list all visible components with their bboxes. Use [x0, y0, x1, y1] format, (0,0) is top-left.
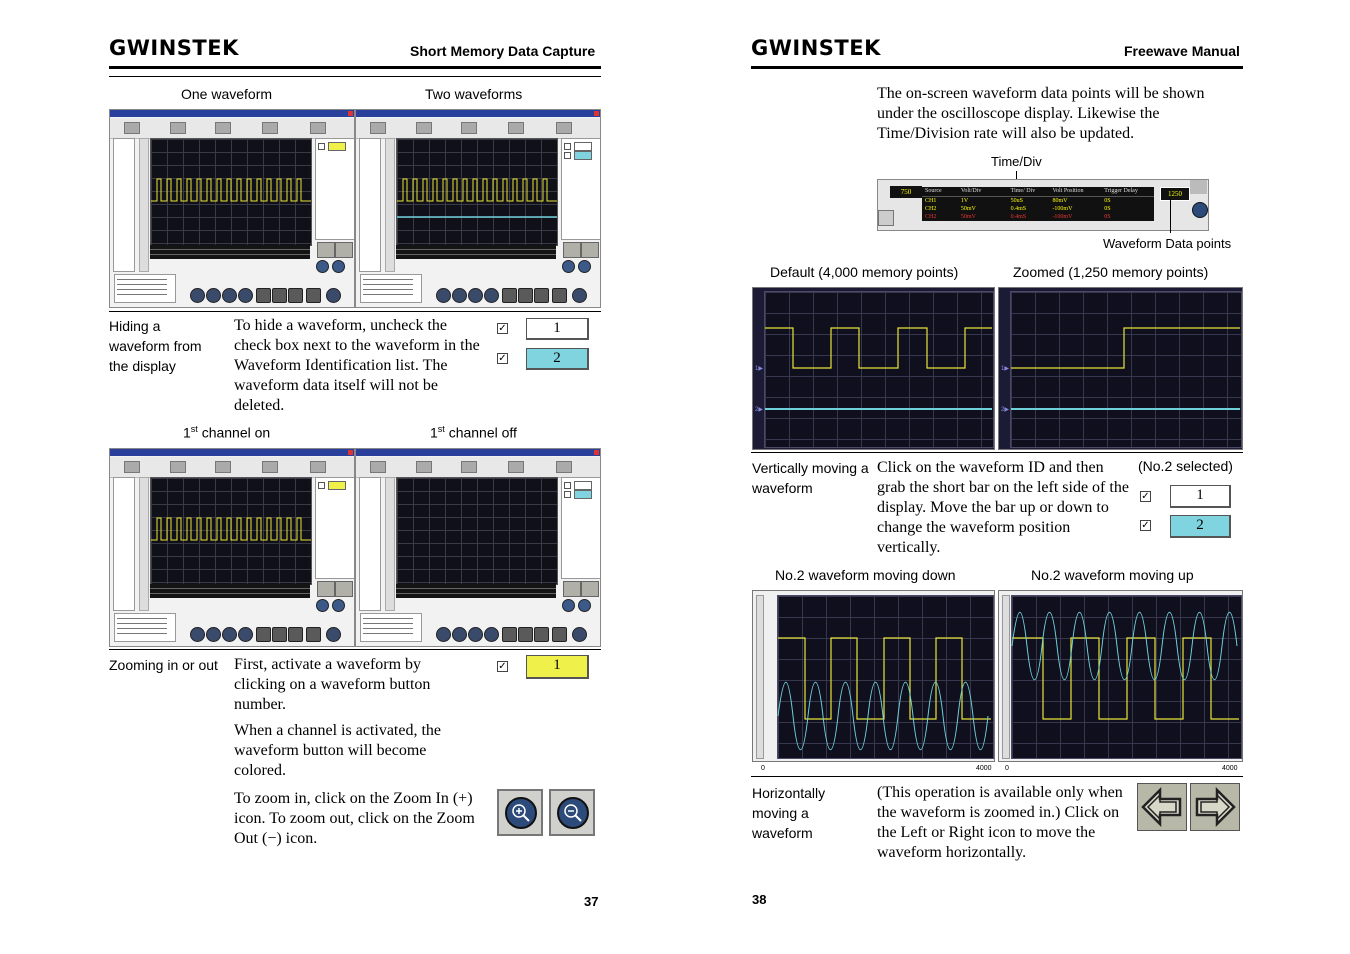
arrow-left-icon	[1138, 784, 1186, 830]
th-timediv: Time/ Div	[1010, 188, 1036, 194]
hiding-text: To hide a waveform, uncheck the check box next to the waveform in the Waveform Identification list. The waveform data itself will not be deleted.	[234, 317, 480, 414]
th-voltdiv: Volt/Div	[960, 188, 982, 194]
points-box: 750	[890, 186, 922, 198]
waveform-button-1[interactable]: 1	[1170, 485, 1231, 508]
caption-default: Default (4,000 memory points)	[770, 264, 959, 280]
header-rule-thin	[109, 76, 601, 77]
ch2-marker: 2▶	[1001, 407, 1009, 413]
screenshot-two-waveforms	[355, 109, 601, 308]
waveform-button-2[interactable]: 2	[1170, 515, 1231, 538]
axis-start-left: 0	[761, 765, 765, 772]
zooming-label: Zooming in or out	[109, 657, 218, 673]
caption-zoomed: Zoomed (1,250 memory points)	[1013, 264, 1209, 280]
callout-line-points	[1170, 199, 1171, 233]
zooming-text-3: To zoom in, click on the Zoom In (+) icon. To zoom out, click on the Zoom Out (−) icon.	[234, 790, 475, 847]
caption-moving-down: No.2 waveform moving down	[775, 567, 956, 583]
axis-start-right: 0	[1005, 765, 1009, 772]
zooming-text-1: First, activate a waveform by clicking on a waveform button number.	[234, 656, 431, 713]
move-left-button[interactable]	[1137, 783, 1187, 831]
caption-channel-on: 1st channel on	[183, 424, 271, 441]
cell: -100mV	[1052, 214, 1073, 220]
zoom-in-icon	[505, 797, 537, 829]
info-table	[922, 187, 1154, 221]
move-right-button[interactable]	[1190, 783, 1240, 831]
caption-moving-up: No.2 waveform moving up	[1031, 567, 1194, 583]
page-number-right: 38	[752, 892, 767, 907]
cell: 0.4mS	[1010, 206, 1027, 212]
hiding-label: Hiding a waveform from the display	[109, 318, 202, 374]
page-header-title-right: Freewave Manual	[1124, 43, 1240, 59]
cell: 0S	[1104, 198, 1111, 204]
zoom-in-button[interactable]	[497, 789, 543, 836]
scope-zoomed	[998, 287, 1243, 450]
cell: 0S	[1104, 206, 1111, 212]
ch1-marker: 1▶	[1001, 366, 1009, 372]
vertical-label: Vertically moving a waveform	[752, 460, 869, 496]
folder-icon	[878, 210, 894, 226]
waveform-button-1[interactable]: 1	[526, 318, 589, 340]
caption-two-waveforms: Two waveforms	[425, 86, 523, 102]
page-header-title: Short Memory Data Capture	[410, 43, 596, 59]
section-rule-right-2	[751, 776, 1243, 777]
tool-icon	[1190, 180, 1207, 194]
intro-text: The on-screen waveform data points will be shown under the oscilloscope display. Likewise the Time/Division rate will also be updated.	[877, 85, 1205, 142]
waveform-button-active[interactable]: 1	[526, 655, 589, 679]
cell: CH2	[925, 214, 937, 220]
section-rule	[109, 311, 601, 312]
zoom-out-button[interactable]	[549, 789, 595, 836]
header-rule	[109, 66, 601, 69]
scope-moving-down	[752, 590, 995, 762]
horizontal-text: (This operation is available only when the waveform is zoomed in.) Click on the Left or Right icon to move the waveform horizontally.	[877, 784, 1123, 861]
cell: -100mV	[1052, 206, 1073, 212]
info-table-strip	[877, 179, 1209, 231]
section-rule-2	[109, 649, 601, 650]
points-box-right: 1250	[1160, 187, 1190, 201]
scope-default	[752, 287, 995, 450]
callout-waveform-points: Waveform Data points	[1103, 236, 1232, 251]
checkbox-2[interactable]: ✓	[1141, 520, 1150, 531]
caption-channel-off: 1st channel off	[430, 424, 517, 441]
waveform-button-2[interactable]: 2	[526, 348, 589, 370]
zoom-in-icon-small	[1192, 202, 1208, 218]
section-rule-right	[751, 452, 1243, 453]
caption-one-waveform: One waveform	[181, 86, 273, 102]
cell: 0S	[1104, 214, 1111, 220]
cell: 0.4mS	[1010, 214, 1027, 220]
cell: 50uS	[1010, 198, 1023, 204]
cell: CH2	[925, 206, 937, 212]
cell: 50mV	[960, 214, 976, 220]
brand-logo: GWINSTEK	[109, 36, 239, 60]
checkbox-1[interactable]: ✓	[1141, 491, 1150, 502]
checkbox-2[interactable]: ✓	[498, 353, 507, 364]
axis-end-right: 4000	[1222, 765, 1238, 772]
horizontal-label: Horizontally moving a waveform	[752, 785, 826, 841]
brand-logo-right: GWINSTEK	[751, 36, 881, 60]
cell: 80mV	[1052, 198, 1068, 204]
cell: 50mV	[960, 206, 976, 212]
th-trigdelay: Trigger Delay	[1104, 188, 1138, 194]
screenshot-one-waveform	[109, 109, 355, 308]
checkbox-zoom[interactable]: ✓	[498, 661, 507, 672]
scope-moving-up	[998, 590, 1243, 762]
callout-time-div: Time/Div	[991, 154, 1042, 169]
screenshot-channel-on	[109, 448, 355, 647]
page-number-left: 37	[584, 894, 599, 909]
arrow-right-icon	[1191, 784, 1239, 830]
axis-end-left: 4000	[976, 765, 992, 772]
ch2-marker: 2▶	[755, 407, 763, 413]
header-rule-right	[751, 66, 1243, 69]
ch1-marker: 1▶	[755, 366, 763, 372]
th-voltpos: Volt Position	[1052, 188, 1084, 194]
zoom-out-icon	[557, 797, 589, 829]
zooming-text-2: When a channel is activated, the waveform button will become colored.	[234, 722, 442, 779]
cell: CH1	[925, 198, 937, 204]
selected-note: (No.2 selected)	[1138, 458, 1233, 474]
vertical-text: Click on the waveform ID and then grab the short bar on the left side of the display. Move the bar up or down to change the waveform position vertically.	[877, 459, 1129, 556]
screenshot-channel-off	[355, 448, 601, 647]
th-source: Source	[925, 188, 942, 194]
checkbox-1[interactable]: ✓	[498, 323, 507, 334]
cell: 1V	[960, 198, 969, 204]
